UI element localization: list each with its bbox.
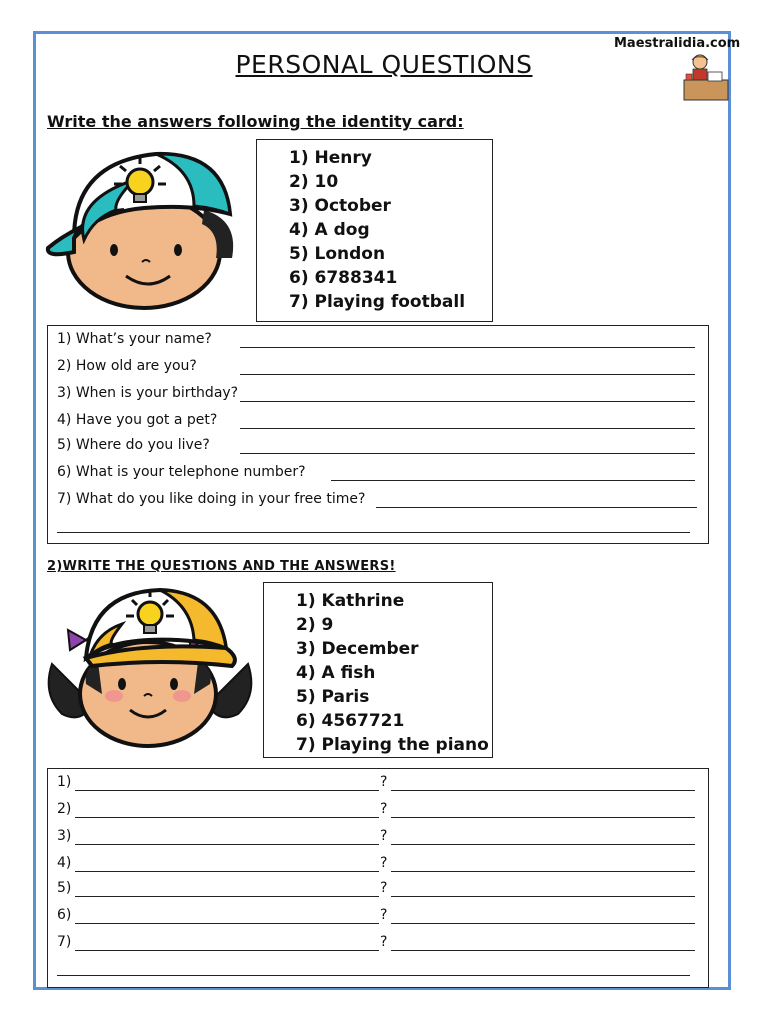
question-birthday: 3) When is your birthday?: [57, 385, 239, 401]
question-mark: ?: [380, 774, 388, 790]
question-mark: ?: [380, 855, 388, 871]
card-item: 5) Paris: [296, 687, 370, 707]
row-number: 1): [57, 774, 72, 790]
question-mark: ?: [380, 934, 388, 950]
answer-line[interactable]: [391, 923, 695, 924]
question-live: 5) Where do you live?: [57, 437, 210, 453]
card-item: 7) Playing football: [289, 292, 466, 312]
answer-line[interactable]: [391, 871, 695, 872]
question-free-time: 7) What do you like doing in your free time?: [57, 491, 366, 507]
card-item: 3) December: [296, 639, 419, 659]
question-mark: ?: [380, 907, 388, 923]
answer-line[interactable]: [57, 975, 690, 976]
card-item: 7) Playing the piano: [296, 735, 489, 755]
question-mark: ?: [380, 828, 388, 844]
page-title: PERSONAL QUESTIONS: [235, 50, 533, 79]
question-age: 2) How old are you?: [57, 358, 197, 374]
answer-line[interactable]: [391, 950, 695, 951]
question-line[interactable]: [75, 817, 379, 818]
card-item: 6) 4567721: [296, 711, 405, 731]
row-number: 6): [57, 907, 72, 923]
site-watermark: Maestralidia.com: [614, 36, 741, 51]
card-item: 6) 6788341: [289, 268, 398, 288]
row-number: 5): [57, 880, 72, 896]
instruction-text: Write the answers following the identity card:: [47, 112, 464, 131]
question-line[interactable]: [75, 923, 379, 924]
answer-line[interactable]: [57, 532, 690, 533]
card-item: 2) 9: [296, 615, 334, 635]
card-item: 5) London: [289, 244, 386, 264]
question-line[interactable]: [75, 844, 379, 845]
card-item: 4) A dog: [289, 220, 370, 240]
write-questions-box: [47, 768, 709, 988]
answer-line[interactable]: [391, 896, 695, 897]
question-mark: ?: [380, 880, 388, 896]
card-item: 2) 10: [289, 172, 339, 192]
answer-line[interactable]: [391, 844, 695, 845]
boy-face-illustration: [44, 140, 244, 312]
row-number: 2): [57, 801, 72, 817]
answer-line[interactable]: [240, 347, 695, 348]
question-line[interactable]: [75, 871, 379, 872]
girl-face-illustration: [42, 584, 258, 750]
answer-line[interactable]: [391, 817, 695, 818]
question-pet: 4) Have you got a pet?: [57, 412, 218, 428]
question-name: 1) What’s your name?: [57, 331, 212, 347]
row-number: 7): [57, 934, 72, 950]
questions-box: [47, 325, 709, 544]
answer-line[interactable]: [240, 453, 695, 454]
answer-line[interactable]: [376, 507, 697, 508]
question-mark: ?: [380, 801, 388, 817]
answer-line[interactable]: [331, 480, 695, 481]
identity-card-kathrine: [263, 582, 493, 758]
card-item: 3) October: [289, 196, 391, 216]
card-item: 1) Henry: [289, 148, 372, 168]
row-number: 4): [57, 855, 72, 871]
question-line[interactable]: [75, 950, 379, 951]
row-number: 3): [57, 828, 72, 844]
answer-line[interactable]: [240, 428, 695, 429]
section-2-title: 2)WRITE THE QUESTIONS AND THE ANSWERS!: [47, 559, 396, 574]
identity-card-henry: [256, 139, 493, 322]
question-line[interactable]: [75, 790, 379, 791]
question-line[interactable]: [75, 896, 379, 897]
answer-line[interactable]: [240, 374, 695, 375]
answer-line[interactable]: [391, 790, 695, 791]
card-item: 1) Kathrine: [296, 591, 405, 611]
card-item: 4) A fish: [296, 663, 376, 683]
question-phone: 6) What is your telephone number?: [57, 464, 306, 480]
answer-line[interactable]: [240, 401, 695, 402]
